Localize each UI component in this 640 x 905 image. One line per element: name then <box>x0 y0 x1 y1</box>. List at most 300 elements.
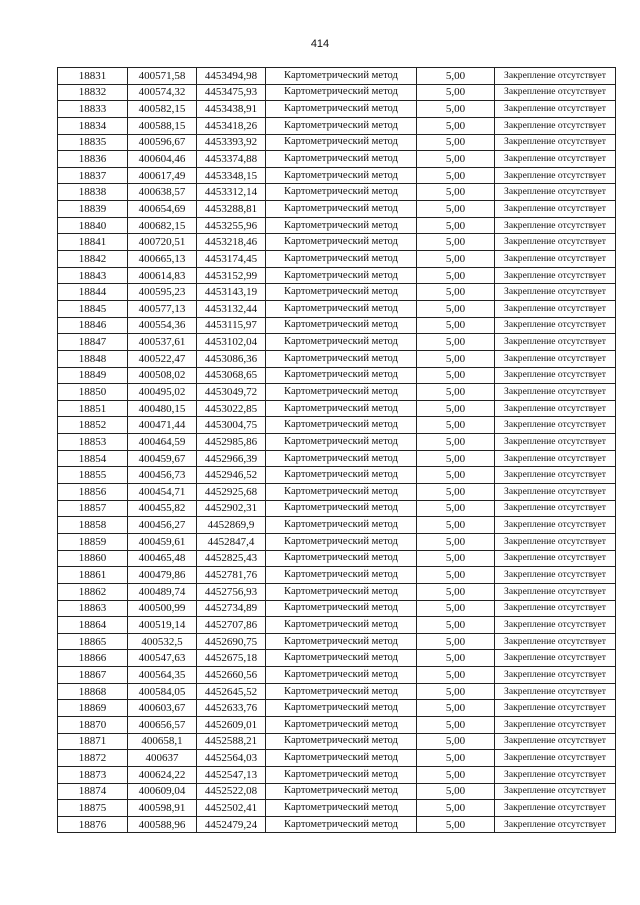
fixing-cell: Закрепление отсутствует <box>495 334 616 351</box>
y-coordinate-cell: 4452588,21 <box>197 733 266 750</box>
x-coordinate-cell: 400603,67 <box>128 700 197 717</box>
fixing-cell: Закрепление отсутствует <box>495 84 616 101</box>
table-row <box>58 633 616 650</box>
table-row <box>58 184 616 201</box>
table-row <box>58 467 616 484</box>
method-cell: Картометрический метод <box>266 733 417 750</box>
y-coordinate-cell: 4453393,92 <box>197 134 266 151</box>
point-number-cell: 18852 <box>58 417 128 434</box>
x-coordinate-cell: 400554,36 <box>128 317 197 334</box>
y-coordinate-cell: 4452660,56 <box>197 667 266 684</box>
accuracy-cell: 5,00 <box>417 816 495 833</box>
table-row <box>58 434 616 451</box>
point-number-cell: 18856 <box>58 484 128 501</box>
fixing-cell: Закрепление отсутствует <box>495 134 616 151</box>
accuracy-cell: 5,00 <box>417 117 495 134</box>
table-row <box>58 201 616 218</box>
table-row <box>58 68 616 85</box>
accuracy-cell: 5,00 <box>417 700 495 717</box>
table-row <box>58 816 616 833</box>
point-number-cell: 18857 <box>58 500 128 517</box>
fixing-cell: Закрепление отсутствует <box>495 517 616 534</box>
fixing-cell: Закрепление отсутствует <box>495 267 616 284</box>
accuracy-cell: 5,00 <box>417 450 495 467</box>
point-number-cell: 18866 <box>58 650 128 667</box>
method-cell: Картометрический метод <box>266 367 417 384</box>
point-number-cell: 18868 <box>58 683 128 700</box>
table-row <box>58 217 616 234</box>
accuracy-cell: 5,00 <box>417 617 495 634</box>
x-coordinate-cell: 400682,15 <box>128 217 197 234</box>
x-coordinate-cell: 400464,59 <box>128 434 197 451</box>
point-number-cell: 18831 <box>58 68 128 85</box>
accuracy-cell: 5,00 <box>417 400 495 417</box>
point-number-cell: 18848 <box>58 350 128 367</box>
accuracy-cell: 5,00 <box>417 467 495 484</box>
fixing-cell: Закрепление отсутствует <box>495 583 616 600</box>
fixing-cell: Закрепление отсутствует <box>495 367 616 384</box>
fixing-cell: Закрепление отсутствует <box>495 151 616 168</box>
point-number-cell: 18847 <box>58 334 128 351</box>
accuracy-cell: 5,00 <box>417 201 495 218</box>
y-coordinate-cell: 4452985,86 <box>197 434 266 451</box>
point-number-cell: 18841 <box>58 234 128 251</box>
method-cell: Картометрический метод <box>266 783 417 800</box>
accuracy-cell: 5,00 <box>417 600 495 617</box>
point-number-cell: 18832 <box>58 84 128 101</box>
x-coordinate-cell: 400665,13 <box>128 251 197 268</box>
accuracy-cell: 5,00 <box>417 650 495 667</box>
x-coordinate-cell: 400480,15 <box>128 400 197 417</box>
point-number-cell: 18870 <box>58 716 128 733</box>
x-coordinate-cell: 400479,86 <box>128 567 197 584</box>
method-cell: Картометрический метод <box>266 384 417 401</box>
x-coordinate-cell: 400598,91 <box>128 800 197 817</box>
accuracy-cell: 5,00 <box>417 733 495 750</box>
fixing-cell: Закрепление отсутствует <box>495 567 616 584</box>
table-row <box>58 484 616 501</box>
accuracy-cell: 5,00 <box>417 783 495 800</box>
table-row <box>58 733 616 750</box>
x-coordinate-cell: 400609,04 <box>128 783 197 800</box>
x-coordinate-cell: 400588,96 <box>128 816 197 833</box>
accuracy-cell: 5,00 <box>417 334 495 351</box>
coordinates-table <box>57 67 616 833</box>
accuracy-cell: 5,00 <box>417 484 495 501</box>
point-number-cell: 18876 <box>58 816 128 833</box>
point-number-cell: 18834 <box>58 117 128 134</box>
method-cell: Картометрический метод <box>266 284 417 301</box>
table-row <box>58 251 616 268</box>
table-row <box>58 583 616 600</box>
y-coordinate-cell: 4452847,4 <box>197 533 266 550</box>
y-coordinate-cell: 4453475,93 <box>197 84 266 101</box>
table-body <box>58 68 616 833</box>
x-coordinate-cell: 400582,15 <box>128 101 197 118</box>
method-cell: Картометрический метод <box>266 201 417 218</box>
y-coordinate-cell: 4453288,81 <box>197 201 266 218</box>
method-cell: Картометрический метод <box>266 533 417 550</box>
x-coordinate-cell: 400584,05 <box>128 683 197 700</box>
method-cell: Картометрический метод <box>266 350 417 367</box>
point-number-cell: 18845 <box>58 300 128 317</box>
fixing-cell: Закрепление отсутствует <box>495 600 616 617</box>
table-row <box>58 650 616 667</box>
point-number-cell: 18843 <box>58 267 128 284</box>
accuracy-cell: 5,00 <box>417 101 495 118</box>
table-row <box>58 284 616 301</box>
point-number-cell: 18842 <box>58 251 128 268</box>
table-row <box>58 400 616 417</box>
fixing-cell: Закрепление отсутствует <box>495 633 616 650</box>
method-cell: Картометрический метод <box>266 700 417 717</box>
method-cell: Картометрический метод <box>266 583 417 600</box>
fixing-cell: Закрепление отсутствует <box>495 284 616 301</box>
method-cell: Картометрический метод <box>266 117 417 134</box>
y-coordinate-cell: 4452645,52 <box>197 683 266 700</box>
table-row <box>58 533 616 550</box>
point-number-cell: 18838 <box>58 184 128 201</box>
y-coordinate-cell: 4453086,36 <box>197 350 266 367</box>
accuracy-cell: 5,00 <box>417 766 495 783</box>
table-row <box>58 617 616 634</box>
y-coordinate-cell: 4453132,44 <box>197 300 266 317</box>
x-coordinate-cell: 400571,58 <box>128 68 197 85</box>
y-coordinate-cell: 4453068,65 <box>197 367 266 384</box>
method-cell: Картометрический метод <box>266 800 417 817</box>
y-coordinate-cell: 4452479,24 <box>197 816 266 833</box>
accuracy-cell: 5,00 <box>417 716 495 733</box>
method-cell: Картометрический метод <box>266 550 417 567</box>
table-row <box>58 450 616 467</box>
method-cell: Картометрический метод <box>266 450 417 467</box>
table-row <box>58 800 616 817</box>
x-coordinate-cell: 400596,67 <box>128 134 197 151</box>
point-number-cell: 18840 <box>58 217 128 234</box>
table-row <box>58 234 616 251</box>
table-row <box>58 600 616 617</box>
x-coordinate-cell: 400465,48 <box>128 550 197 567</box>
method-cell: Картометрический метод <box>266 251 417 268</box>
x-coordinate-cell: 400588,15 <box>128 117 197 134</box>
page-number: 414 <box>310 38 330 50</box>
accuracy-cell: 5,00 <box>417 583 495 600</box>
point-number-cell: 18859 <box>58 533 128 550</box>
x-coordinate-cell: 400614,83 <box>128 267 197 284</box>
y-coordinate-cell: 4453312,14 <box>197 184 266 201</box>
method-cell: Картометрический метод <box>266 517 417 534</box>
x-coordinate-cell: 400455,82 <box>128 500 197 517</box>
y-coordinate-cell: 4452609,01 <box>197 716 266 733</box>
method-cell: Картометрический метод <box>266 750 417 767</box>
x-coordinate-cell: 400500,99 <box>128 600 197 617</box>
fixing-cell: Закрепление отсутствует <box>495 217 616 234</box>
accuracy-cell: 5,00 <box>417 683 495 700</box>
y-coordinate-cell: 4452734,89 <box>197 600 266 617</box>
x-coordinate-cell: 400617,49 <box>128 167 197 184</box>
table-row <box>58 667 616 684</box>
x-coordinate-cell: 400624,22 <box>128 766 197 783</box>
method-cell: Картометрический метод <box>266 484 417 501</box>
accuracy-cell: 5,00 <box>417 317 495 334</box>
method-cell: Картометрический метод <box>266 101 417 118</box>
method-cell: Картометрический метод <box>266 716 417 733</box>
table-row <box>58 683 616 700</box>
y-coordinate-cell: 4452756,93 <box>197 583 266 600</box>
x-coordinate-cell: 400604,46 <box>128 151 197 168</box>
table-row <box>58 334 616 351</box>
method-cell: Картометрический метод <box>266 68 417 85</box>
table-row <box>58 766 616 783</box>
x-coordinate-cell: 400638,57 <box>128 184 197 201</box>
point-number-cell: 18865 <box>58 633 128 650</box>
fixing-cell: Закрепление отсутствует <box>495 750 616 767</box>
x-coordinate-cell: 400489,74 <box>128 583 197 600</box>
point-number-cell: 18863 <box>58 600 128 617</box>
y-coordinate-cell: 4453004,75 <box>197 417 266 434</box>
fixing-cell: Закрепление отсутствует <box>495 201 616 218</box>
fixing-cell: Закрепление отсутствует <box>495 184 616 201</box>
x-coordinate-cell: 400495,02 <box>128 384 197 401</box>
x-coordinate-cell: 400720,51 <box>128 234 197 251</box>
table-row <box>58 567 616 584</box>
accuracy-cell: 5,00 <box>417 350 495 367</box>
fixing-cell: Закрепление отсутствует <box>495 766 616 783</box>
accuracy-cell: 5,00 <box>417 284 495 301</box>
method-cell: Картометрический метод <box>266 84 417 101</box>
point-number-cell: 18862 <box>58 583 128 600</box>
accuracy-cell: 5,00 <box>417 434 495 451</box>
fixing-cell: Закрепление отсутствует <box>495 417 616 434</box>
table-row <box>58 783 616 800</box>
y-coordinate-cell: 4453143,19 <box>197 284 266 301</box>
point-number-cell: 18850 <box>58 384 128 401</box>
point-number-cell: 18836 <box>58 151 128 168</box>
table-row <box>58 550 616 567</box>
x-coordinate-cell: 400519,14 <box>128 617 197 634</box>
y-coordinate-cell: 4453102,04 <box>197 334 266 351</box>
point-number-cell: 18860 <box>58 550 128 567</box>
point-number-cell: 18874 <box>58 783 128 800</box>
method-cell: Картометрический метод <box>266 650 417 667</box>
method-cell: Картометрический метод <box>266 467 417 484</box>
y-coordinate-cell: 4452547,13 <box>197 766 266 783</box>
x-coordinate-cell: 400637 <box>128 750 197 767</box>
accuracy-cell: 5,00 <box>417 750 495 767</box>
point-number-cell: 18839 <box>58 201 128 218</box>
point-number-cell: 18844 <box>58 284 128 301</box>
fixing-cell: Закрепление отсутствует <box>495 733 616 750</box>
y-coordinate-cell: 4452825,43 <box>197 550 266 567</box>
y-coordinate-cell: 4453348,15 <box>197 167 266 184</box>
x-coordinate-cell: 400658,1 <box>128 733 197 750</box>
method-cell: Картометрический метод <box>266 134 417 151</box>
fixing-cell: Закрепление отсутствует <box>495 500 616 517</box>
accuracy-cell: 5,00 <box>417 184 495 201</box>
x-coordinate-cell: 400547,63 <box>128 650 197 667</box>
table-row <box>58 300 616 317</box>
table-row <box>58 84 616 101</box>
method-cell: Картометрический метод <box>266 766 417 783</box>
point-number-cell: 18875 <box>58 800 128 817</box>
table-row <box>58 367 616 384</box>
method-cell: Картометрический метод <box>266 816 417 833</box>
x-coordinate-cell: 400537,61 <box>128 334 197 351</box>
method-cell: Картометрический метод <box>266 300 417 317</box>
y-coordinate-cell: 4453049,72 <box>197 384 266 401</box>
table-row <box>58 167 616 184</box>
fixing-cell: Закрепление отсутствует <box>495 101 616 118</box>
fixing-cell: Закрепление отсутствует <box>495 650 616 667</box>
point-number-cell: 18846 <box>58 317 128 334</box>
fixing-cell: Закрепление отсутствует <box>495 617 616 634</box>
x-coordinate-cell: 400656,57 <box>128 716 197 733</box>
accuracy-cell: 5,00 <box>417 567 495 584</box>
fixing-cell: Закрепление отсутствует <box>495 550 616 567</box>
accuracy-cell: 5,00 <box>417 800 495 817</box>
accuracy-cell: 5,00 <box>417 84 495 101</box>
fixing-cell: Закрепление отсутствует <box>495 683 616 700</box>
point-number-cell: 18873 <box>58 766 128 783</box>
accuracy-cell: 5,00 <box>417 68 495 85</box>
fixing-cell: Закрепление отсутствует <box>495 68 616 85</box>
method-cell: Картометрический метод <box>266 167 417 184</box>
method-cell: Картометрический метод <box>266 400 417 417</box>
method-cell: Картометрический метод <box>266 667 417 684</box>
y-coordinate-cell: 4453494,98 <box>197 68 266 85</box>
x-coordinate-cell: 400459,61 <box>128 533 197 550</box>
x-coordinate-cell: 400532,5 <box>128 633 197 650</box>
y-coordinate-cell: 4452781,76 <box>197 567 266 584</box>
y-coordinate-cell: 4452946,52 <box>197 467 266 484</box>
y-coordinate-cell: 4452522,08 <box>197 783 266 800</box>
fixing-cell: Закрепление отсутствует <box>495 667 616 684</box>
x-coordinate-cell: 400508,02 <box>128 367 197 384</box>
method-cell: Картометрический метод <box>266 217 417 234</box>
fixing-cell: Закрепление отсутствует <box>495 317 616 334</box>
table-row <box>58 151 616 168</box>
fixing-cell: Закрепление отсутствует <box>495 450 616 467</box>
fixing-cell: Закрепление отсутствует <box>495 234 616 251</box>
method-cell: Картометрический метод <box>266 600 417 617</box>
point-number-cell: 18855 <box>58 467 128 484</box>
accuracy-cell: 5,00 <box>417 550 495 567</box>
accuracy-cell: 5,00 <box>417 667 495 684</box>
y-coordinate-cell: 4452902,31 <box>197 500 266 517</box>
x-coordinate-cell: 400564,35 <box>128 667 197 684</box>
accuracy-cell: 5,00 <box>417 300 495 317</box>
accuracy-cell: 5,00 <box>417 633 495 650</box>
fixing-cell: Закрепление отсутствует <box>495 700 616 717</box>
table-row <box>58 417 616 434</box>
y-coordinate-cell: 4453218,46 <box>197 234 266 251</box>
x-coordinate-cell: 400456,27 <box>128 517 197 534</box>
accuracy-cell: 5,00 <box>417 267 495 284</box>
fixing-cell: Закрепление отсутствует <box>495 467 616 484</box>
method-cell: Картометрический метод <box>266 500 417 517</box>
x-coordinate-cell: 400595,23 <box>128 284 197 301</box>
fixing-cell: Закрепление отсутствует <box>495 300 616 317</box>
fixing-cell: Закрепление отсутствует <box>495 251 616 268</box>
point-number-cell: 18864 <box>58 617 128 634</box>
x-coordinate-cell: 400456,73 <box>128 467 197 484</box>
table-row <box>58 500 616 517</box>
table-row <box>58 267 616 284</box>
method-cell: Картометрический метод <box>266 267 417 284</box>
fixing-cell: Закрепление отсутствует <box>495 484 616 501</box>
y-coordinate-cell: 4452925,68 <box>197 484 266 501</box>
y-coordinate-cell: 4452869,9 <box>197 517 266 534</box>
y-coordinate-cell: 4453115,97 <box>197 317 266 334</box>
fixing-cell: Закрепление отсутствует <box>495 434 616 451</box>
table-row <box>58 117 616 134</box>
x-coordinate-cell: 400459,67 <box>128 450 197 467</box>
fixing-cell: Закрепление отсутствует <box>495 117 616 134</box>
fixing-cell: Закрепление отсутствует <box>495 384 616 401</box>
accuracy-cell: 5,00 <box>417 151 495 168</box>
point-number-cell: 18837 <box>58 167 128 184</box>
fixing-cell: Закрепление отсутствует <box>495 716 616 733</box>
point-number-cell: 18851 <box>58 400 128 417</box>
method-cell: Картометрический метод <box>266 234 417 251</box>
y-coordinate-cell: 4453174,45 <box>197 251 266 268</box>
table-row <box>58 134 616 151</box>
accuracy-cell: 5,00 <box>417 217 495 234</box>
point-number-cell: 18867 <box>58 667 128 684</box>
x-coordinate-cell: 400471,44 <box>128 417 197 434</box>
table-row <box>58 101 616 118</box>
method-cell: Картометрический метод <box>266 683 417 700</box>
point-number-cell: 18853 <box>58 434 128 451</box>
point-number-cell: 18833 <box>58 101 128 118</box>
point-number-cell: 18869 <box>58 700 128 717</box>
y-coordinate-cell: 4453374,88 <box>197 151 266 168</box>
accuracy-cell: 5,00 <box>417 251 495 268</box>
method-cell: Картометрический метод <box>266 434 417 451</box>
point-number-cell: 18849 <box>58 367 128 384</box>
y-coordinate-cell: 4453255,96 <box>197 217 266 234</box>
accuracy-cell: 5,00 <box>417 367 495 384</box>
x-coordinate-cell: 400522,47 <box>128 350 197 367</box>
method-cell: Картометрический метод <box>266 417 417 434</box>
x-coordinate-cell: 400654,69 <box>128 201 197 218</box>
x-coordinate-cell: 400577,13 <box>128 300 197 317</box>
y-coordinate-cell: 4453152,99 <box>197 267 266 284</box>
y-coordinate-cell: 4453022,85 <box>197 400 266 417</box>
point-number-cell: 18854 <box>58 450 128 467</box>
fixing-cell: Закрепление отсутствует <box>495 400 616 417</box>
table-row <box>58 350 616 367</box>
accuracy-cell: 5,00 <box>417 234 495 251</box>
y-coordinate-cell: 4453418,26 <box>197 117 266 134</box>
accuracy-cell: 5,00 <box>417 384 495 401</box>
accuracy-cell: 5,00 <box>417 500 495 517</box>
table-row <box>58 700 616 717</box>
method-cell: Картометрический метод <box>266 633 417 650</box>
point-number-cell: 18861 <box>58 567 128 584</box>
x-coordinate-cell: 400454,71 <box>128 484 197 501</box>
method-cell: Картометрический метод <box>266 184 417 201</box>
method-cell: Картометрический метод <box>266 334 417 351</box>
fixing-cell: Закрепление отсутствует <box>495 533 616 550</box>
fixing-cell: Закрепление отсутствует <box>495 816 616 833</box>
y-coordinate-cell: 4452707,86 <box>197 617 266 634</box>
y-coordinate-cell: 4453438,91 <box>197 101 266 118</box>
method-cell: Картометрический метод <box>266 617 417 634</box>
method-cell: Картометрический метод <box>266 567 417 584</box>
point-number-cell: 18871 <box>58 733 128 750</box>
table-row <box>58 317 616 334</box>
